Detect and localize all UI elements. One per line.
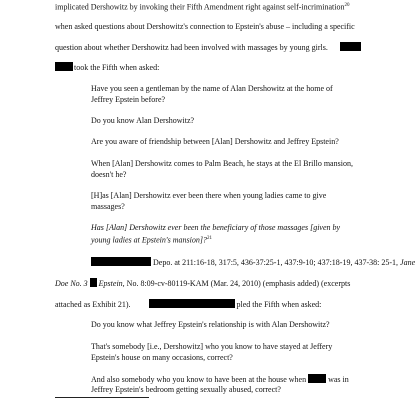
deposition-question: When [Alan] Dershowitz comes to Palm Beach, he stays at the El Brillo mansion, (91, 159, 353, 168)
deposition-question: Do you know what Jeffrey Epstein's relationship is with Alan Dershowitz? (91, 320, 330, 329)
deposition-question: Jeffrey Epstein before? (91, 95, 166, 104)
deposition-question: [H]as [Alan] Dershowitz ever been there when young ladies came to give (91, 191, 327, 200)
citation-line: attached as Exhibit 21). pled the Fifth when asked: (55, 300, 322, 309)
redaction-box (308, 374, 326, 383)
deposition-question: That's somebody [i.e., Dershowitz] who you know to have stayed at Jeffery (91, 342, 333, 351)
citation-line: Depo. at 211:16-18, 317:5, 436-37:25-1, 437:9-10; 437:18-19, 437-38: 25-1, Jane (91, 257, 415, 268)
deposition-question: doesn't he? (91, 170, 127, 179)
deposition-question: massages? (91, 202, 125, 211)
deposition-question: Has [Alan] Dershowitz ever been the beneficiary of those massages [given by (91, 223, 341, 232)
deposition-question: Do you know Alan Dershowitz? (91, 116, 195, 125)
deposition-question: young ladies at Epstein's mansion]?$^{21}$ (91, 235, 212, 245)
citation-line: Doe No. 3 Epstein, No. 8:09-cv-80119-KAM (Mar. 24, 2010) (emphasis added) (excerpts (55, 279, 351, 288)
footnote-separator (55, 397, 149, 398)
deposition-question: Have you seen a gentleman by the name of Alan Dershowitz at the home of (91, 84, 333, 93)
redaction-box (90, 278, 97, 287)
body-line: question about whether Dershowitz had been involved with massages by young girls. (55, 42, 361, 53)
redaction-box (340, 42, 361, 51)
body-line: took the Fifth when asked: (55, 62, 159, 73)
body-line: when asked questions about Dershowitz's connection to Epstein's abuse – including a specific (55, 22, 355, 31)
deposition-question: Jeffrey Epstein's bedroom getting sexually abused, correct? (91, 385, 281, 394)
deposition-question: Are you aware of friendship between [Alan] Dershowitz and Jeffrey Epstein? (91, 137, 339, 146)
redaction-box (91, 257, 151, 266)
body-line: implicated Dershowitz by invoking their Fifth Amendment right against self-incrimination$^{20}$ (55, 2, 350, 12)
deposition-question: And also somebody who you know to have been at the house when was in (91, 375, 349, 384)
redaction-box (149, 299, 235, 308)
deposition-question: Epstein's house on many occasions, correct? (91, 353, 233, 362)
redaction-box (55, 62, 73, 71)
